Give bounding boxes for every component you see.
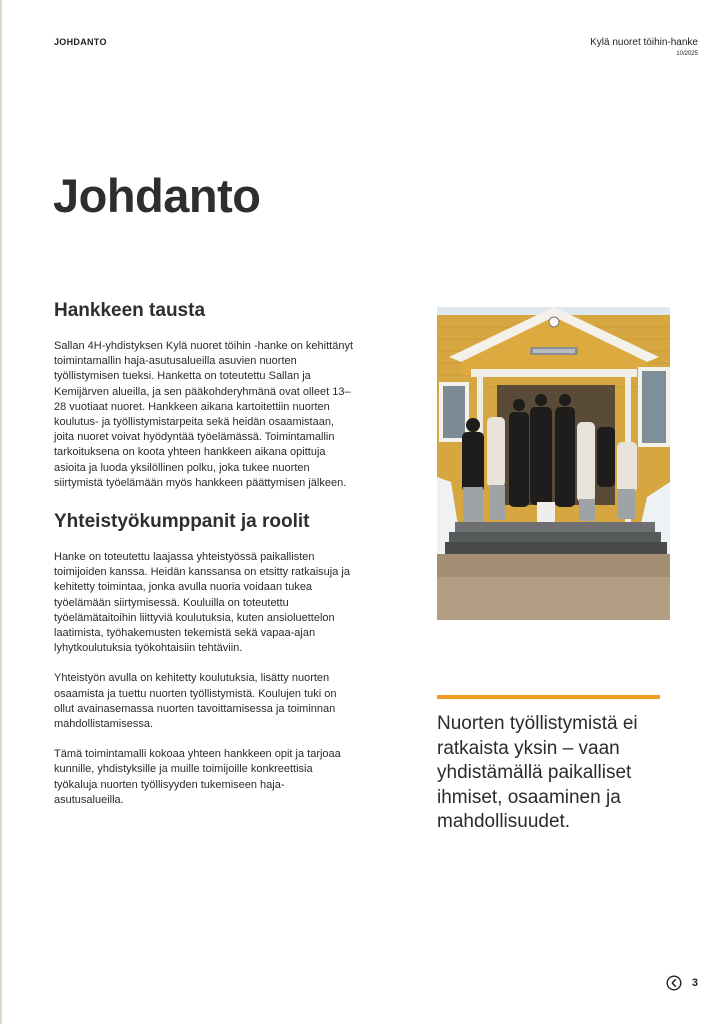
partners-paragraph: Hanke on toteutettu laajassa yhteistyössä paikallisten toimijoiden kanssa. Heidän kanssansa on etsitty ratkaisuja ja kehitetty toimintaa, jonka avulla nuoria voidaan tukea työelämään siirtymisessä. Kouluilla on toteutettu työelämätaitoihin liittyviä koulutuksia, kuten ansioluettelon laatimista, työhakemusten tekemistä sekä vapaa-ajan lyhytkoulutuksia työkohtaisiin tehtäviin. (54, 551, 350, 655)
section-heading-background: Hankkeen tausta (54, 300, 206, 321)
page-footer (666, 975, 698, 991)
publication-date: 10/2025 (676, 51, 698, 57)
section-heading-partners: Yhteistyökumppanit ja roolit (54, 511, 310, 533)
partners-paragraph: Tämä toimintamalli kokoaa yhteen hankkeen opit ja tarjoaa kunnille, yhdistyksille ja muille toimijoille konkreettisia työkaluja nuorten työllisyyden tukemiseen haja-asutusalueilla. (54, 748, 341, 806)
group-photo (437, 307, 670, 620)
page-title: Johdanto (53, 169, 261, 222)
quote-accent-bar (437, 695, 660, 699)
chevron-left-circle-icon[interactable] (666, 975, 682, 991)
main-text-column (54, 300, 354, 808)
page-number: 3 (691, 977, 698, 989)
partners-paragraph: Yhteistyön avulla on kehitetty koulutuksia, lisätty nuorten osaamista ja tuettu nuorten työllistymistä. Koulujen tuki on ollut avainasemassa nuorten tavoittamisessa ja toiminnan mahdollistamisessa. (54, 672, 337, 731)
page-edge-rule (0, 0, 2, 1024)
pull-quote: Nuorten työllistymistä ei ratkaista yksin – vaan yhdistämällä paikalliset ihmiset, osaaminen ja mahdollisuudet. (437, 713, 638, 833)
section-label: JOHDANTO (54, 37, 107, 47)
background-paragraph: Sallan 4H-yhdistyksen Kylä nuoret töihin -hanke on kehittänyt toimintamallin haja-asutusalueilla asuvien nuorten työllistymisen tueksi. Hanketta on toteutettu Sallan ja Kemijärven alueilla, ja sen pääkohderyhmänä ovat olleet 13–28 vuotiaat nuoret. Hankkeen aikana kartoitettiin nuorten koulutus- ja työllistymistarpeita sekä heidän osaamistaan, joita nuoret voivat hyödyntää työelämässä. Toimintamallin tarkoituksena on koota yhteen hankkeen aikana opittuja asioita ja luoda yksilöllinen polku, joka tukee nuorten siirtymistä työelämään myös hankkeen päättymisen jälkeen. (54, 340, 354, 489)
running-header (590, 37, 698, 57)
project-title: Kylä nuoret töihin-hanke (590, 37, 698, 48)
